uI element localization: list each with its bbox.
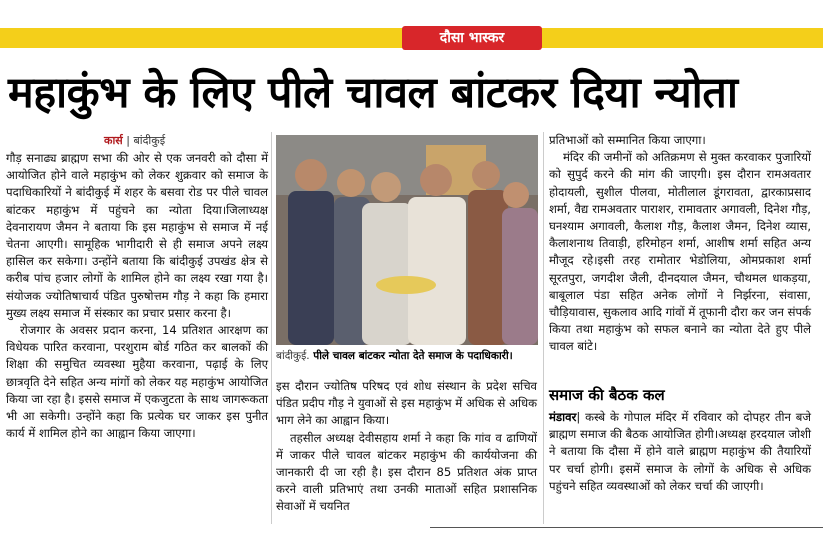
paragraph: रोजगार के अवसर प्रदान करना, 14 प्रतिशत आरक्षण का विधेयक पारित करवाना, परशुराम बोर्ड गठित कर बालकों की शिक्षा की समुचित व्यवस्था मुहैया करवाना, पढ़ाई के लिए छात्रवृति देने सहित अन्य मांगों को लेकर यह महाकुंभ आयोजित किया जा रहा है। इससे समाज में एकजुटता के साथ जागरूकता भी आ सकेगी। उन्होंने कहा कि प्रत्येक घर जाकर इस पुनीत कार्य में शामिल होने का आह्वान किया जाएगा। <box>6 323 268 441</box>
sub-article <box>549 409 811 495</box>
paragraph: प्रतिभाओं को सम्मानित किया जाएगा। <box>549 133 706 147</box>
caption-place: बांदीकुई. <box>276 350 310 362</box>
paragraph: गौड़ सनाढ्य ब्राह्मण सभा की ओर से एक जनवरी को दौसा में आयोजित होने वाले महाकुंभ को लेकर शुक्रवार को समाज के पदाधिकारियों ने बांदीकुई में शहर के बसवा रोड पर पीले चावल बांटकर महाकुंभ में पहुंचने का न्योता दिया।जिलाध्यक्ष देवनारायण जैमन ने बताया कि इस महाकुंभ से समाज में नई चेतना आएगी। सामूहिक भागीदारी से ही समाज अपने लक्ष्य हासिल कर सकेगा। उन्होंने बताया कि बांदीकुई उपखंड क्षेत्र से करीब पांच हजार लोगों के शामिल होने का लक्ष्य रखा गया है। संयोजक ज्योतिषाचार्य पंडित पुरुषोत्तम गौड़ ने कहा कि हमारा मुख्य लक्ष्य समाज में संस्कार का प्रचार प्रसार करना है। <box>6 151 268 320</box>
masthead-label: दौसा भास्कर <box>402 26 542 50</box>
byline-location: बांदीकुई <box>133 134 166 147</box>
sub-article-text: | कस्बे के गोपाल मंदिर में रविवार को दोपहर तीन बजे ब्राह्मण समाज की बैठक आयोजित होगी।अध्यक्ष हरदयाल जोशी ने बताया कि दौसा में होने वाले ब्राह्मण महाकुंभ की तैयारियों पर चर्चा होगी। इसमें समाज के लोगों के अधिक से अधिक पहुंचने सहित व्यवस्थाओं को लेकर चर्चा की जाएगी। <box>549 410 811 493</box>
headline: महाकुंभ के लिए पीले चावल बांटकर दिया न्योता <box>8 68 738 118</box>
byline <box>104 133 165 148</box>
dateline: मंडावर <box>549 410 577 424</box>
caption-text: पीले चावल बांटकर न्योता देते समाज के पदाधिकारी। <box>313 350 513 362</box>
byline-separator: | <box>126 134 130 147</box>
paragraph: मंदिर की जमीनों को अतिक्रमण से मुक्त करवाकर पुजारियों को सुपुर्द करने की मांग की जाएगी। इस दौरान रामअवतार होदायली, सुशील पीलवा, मोतीलाल डूंगरावता, द्वारकाप्रसाद शर्मा, वैद्य रामअवतार पाराशर, रामावतार अगावली, दिनेश गौड़, घनश्याम अगावली, कैलाश गौड़, कैलाश जैमन, दिनेश व्यास, कैलाशनाथ तिवाड़ी, हरिमोहन शर्मा, आशीष शर्मा सहित अन्य मौजूद रहे।इसी तरह रामोतार भेडोलिया, ओमप्रकाश शर्मा सूरतपुरा, जगदीश जैली, दीनदयाल जैमन, चौथमल धाकड़या, बाबूलाल पंडा सहित अनेक लोगों ने निर्झरना, संवासा, चौड़ियावास, सुकलाव आदि गांवों में तूफानी दौरा कर जन संपर्क किया तथा महाकुंभ को सफल बनाने का न्योता देते हुए पीले चावल बांटे। <box>549 150 811 354</box>
photo-caption <box>276 348 538 364</box>
sub-headline: समाज की बैठक कल <box>549 386 665 404</box>
top-strip <box>0 0 823 22</box>
article-column-1 <box>6 150 268 442</box>
article-column-2 <box>276 378 537 516</box>
paragraph: इस दौरान ज्योतिष परिषद एवं शोध संस्थान के प्रदेश सचिव पंडित प्रदीप गौड़ ने युवाओं से इस महाकुंभ में अधिक से अधिक भाग लेने का आह्वान किया। <box>276 379 537 428</box>
photo-illustration <box>276 135 538 345</box>
news-photo <box>276 135 538 345</box>
column-divider <box>271 132 272 524</box>
paragraph <box>549 409 811 495</box>
column-divider <box>543 132 544 524</box>
bottom-rule <box>430 527 823 528</box>
paragraph: तहसील अध्यक्ष देवीसहाय शर्मा ने कहा कि गांव व ढाणियों में जाकर पीले चावल बांटकर महाकुंभ की कार्ययोजना की जानकारी दी जा रही है। इस दौरान 85 प्रतिशत अंक प्राप्त करने वाली प्रतिभाएं तथा उनकी माताओं सहित प्रशासनिक सेवाओं में चयनित <box>276 430 537 514</box>
article-column-3 <box>549 132 811 356</box>
byline-place: कार्स <box>104 134 123 147</box>
